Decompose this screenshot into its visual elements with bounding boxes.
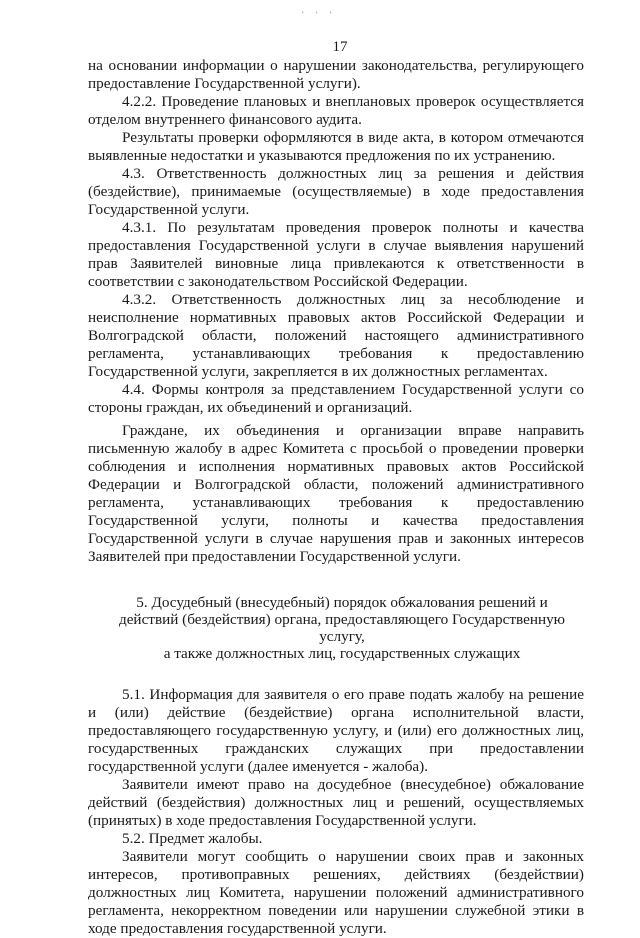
- paragraph-5-1: 5.1. Информация для заявителя о его праве подать жалобу на решение и (или) действие (бездействие) органа исполнительной власти, предоставляющего государственную услугу, и (или) его должностных лиц, государственных гражданских служащих при предоставлении государственной услуги (далее именуется - жалоба).: [88, 686, 584, 775]
- paragraph-complaint-subject: Заявители могут сообщить о нарушении своих прав и законных интересов, противоправных решениях, действиях (бездействии) должностных лиц Комитета, нарушении положений административного регламента, некорректном поведении или нарушении служебной этики в ходе предоставления государственной услуги.: [88, 848, 584, 937]
- paragraph-4-4: 4.4. Формы контроля за представлением Государственной услуги со стороны граждан, их объединений и организаций.: [88, 381, 584, 416]
- paragraph-4-3-1: 4.3.1. По результатам проведения проверок полноты и качества предоставления Государственной услуги в случае выявления нарушений прав Заявителей виновные лица привлекаются к ответственности в соответствии с законодательством Российской Федерации.: [88, 219, 584, 290]
- section-5-heading-line: действий (бездействия) органа, предоставляющего Государственную услугу,: [118, 611, 566, 645]
- paragraph-4-2-2: 4.2.2. Проведение плановых и внеплановых проверок осуществляется отделом внутреннего финансового аудита.: [88, 93, 584, 128]
- paragraph-5-2: 5.2. Предмет жалобы.: [122, 830, 263, 847]
- section-5-heading-line: а также должностных лиц, государственных служащих: [163, 645, 521, 662]
- paragraph-citizens-complaint: Граждане, их объединения и организации вправе направить письменную жалобу в адрес Комитета с просьбой о проведении проверки соблюдения и исполнения нормативных правовых актов Российской Федерации и Волгоградской области, положений административного регламента, устанавливающих требования к предоставлению Государственной услуги, полноты и качества предоставления Государственной услуги в случае нарушения прав и законных интересов Заявителей при предоставлении Государственной услуги.: [88, 422, 584, 565]
- section-5-heading-line: 5. Досудебный (внесудебный) порядок обжалования решений и: [136, 594, 548, 611]
- page-number: 17: [332, 39, 348, 55]
- paragraph-4-3-2: 4.3.2. Ответственность должностных лиц за несоблюдение и неисполнение нормативных правовых актов Российской Федерации и Волгоградской области, положений настоящего административного регламента, устанавливающих требования к предоставлению Государственной услуги, закрепляется в их должностных регламентах.: [88, 291, 584, 380]
- paragraph-inspection-results: Результаты проверки оформляются в виде акта, в котором отмечаются выявленные недостатки и указываются предложения по их устранению.: [88, 129, 584, 164]
- paragraph-appeal-right: Заявители имеют право на досудебное (внесудебное) обжалование действий (бездействия) должностных лиц и решений, осуществляемых (принятых) в ходе предоставления Государственной услуги.: [88, 776, 584, 829]
- scan-marks: ' ' ': [302, 10, 337, 20]
- section-5-heading: [88, 594, 584, 662]
- paragraph-4-3: 4.3. Ответственность должностных лиц за решения и действия (бездействие), принимаемые (осуществляемые) в ходе предоставления Государственной услуги.: [88, 165, 584, 218]
- paragraph-continuation: на основании информации о нарушении законодательства, регулирующего предоставление Государственной услуги).: [88, 57, 584, 92]
